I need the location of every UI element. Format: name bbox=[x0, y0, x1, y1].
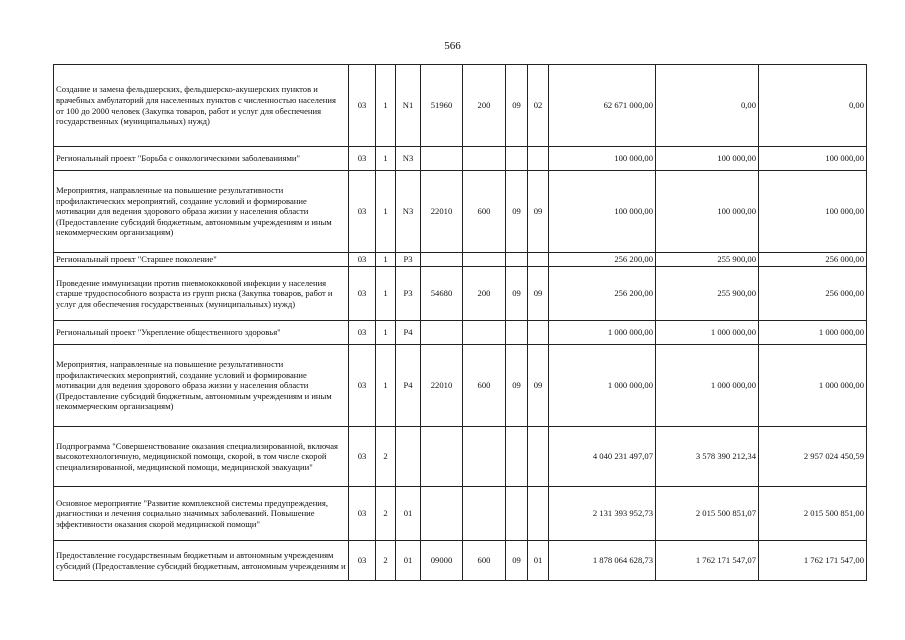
code-expense-type bbox=[463, 147, 506, 171]
code-subprogram: 1 bbox=[376, 321, 396, 345]
row-description: Региональный проект "Старшее поколение" bbox=[54, 253, 349, 267]
code-expense-type bbox=[463, 427, 506, 487]
row-description: Создание и замена фельдшерских, фельдшерско-акушерских пунктов и врачебных амбулаторий для населенных пунктов с численностью населения от 100 до 2000 человек (Закупка товаров, работ и услуг для обеспечения государственных (муниципальных) нужд) bbox=[54, 65, 349, 147]
amount-year-3: 0,00 bbox=[759, 65, 867, 147]
amount-year-3: 1 762 171 547,00 bbox=[759, 541, 867, 581]
amount-year-2: 100 000,00 bbox=[656, 171, 759, 253]
code-expense-type: 200 bbox=[463, 267, 506, 321]
code-direction: P4 bbox=[396, 345, 421, 427]
code-direction bbox=[396, 427, 421, 487]
table-row bbox=[54, 147, 867, 171]
amount-year-2: 255 900,00 bbox=[656, 267, 759, 321]
table-row bbox=[54, 427, 867, 487]
amount-year-2: 1 000 000,00 bbox=[656, 321, 759, 345]
code-section bbox=[506, 487, 528, 541]
row-description: Мероприятия, направленные на повышение результативности профилактических мероприятий, создание условий и формирование мотивации для ведения здорового образа жизни у населения области (Предоставление субсидий бюджетным, автономным учреждениям и иным некоммерческим организациям) bbox=[54, 171, 349, 253]
amount-year-2: 0,00 bbox=[656, 65, 759, 147]
code-subprogram: 1 bbox=[376, 267, 396, 321]
code-subsection: 01 bbox=[528, 541, 549, 581]
row-description: Основное мероприятие "Развитие комплексной системы предупреждения, диагностики и лечения социально значимых заболеваний. Повышение эффективности оказания скорой медицинской помощи" bbox=[54, 487, 349, 541]
code-subprogram: 1 bbox=[376, 65, 396, 147]
code-direction: 01 bbox=[396, 487, 421, 541]
amount-year-2: 2 015 500 851,07 bbox=[656, 487, 759, 541]
code-expense-item: 22010 bbox=[421, 171, 463, 253]
table-row bbox=[54, 321, 867, 345]
code-subsection bbox=[528, 321, 549, 345]
code-expense-type bbox=[463, 253, 506, 267]
code-expense-type: 600 bbox=[463, 345, 506, 427]
code-expense-item: 51960 bbox=[421, 65, 463, 147]
code-expense-item bbox=[421, 427, 463, 487]
code-expense-type: 600 bbox=[463, 541, 506, 581]
code-expense-item: 54680 bbox=[421, 267, 463, 321]
code-subsection: 09 bbox=[528, 345, 549, 427]
table-body bbox=[54, 65, 867, 581]
code-expense-item bbox=[421, 147, 463, 171]
code-subprogram: 1 bbox=[376, 253, 396, 267]
amount-year-1: 256 200,00 bbox=[549, 253, 656, 267]
code-program: 03 bbox=[349, 321, 376, 345]
code-subprogram: 1 bbox=[376, 345, 396, 427]
code-subsection bbox=[528, 487, 549, 541]
table-row bbox=[54, 345, 867, 427]
amount-year-1: 256 200,00 bbox=[549, 267, 656, 321]
code-expense-item: 22010 bbox=[421, 345, 463, 427]
code-expense-item bbox=[421, 321, 463, 345]
row-description: Предоставление государственным бюджетным и автономным учреждениям субсидий (Предоставление субсидий бюджетным, автономным учреждениям и bbox=[54, 541, 349, 581]
code-subsection: 09 bbox=[528, 267, 549, 321]
code-program: 03 bbox=[349, 487, 376, 541]
code-expense-type bbox=[463, 487, 506, 541]
table-row bbox=[54, 267, 867, 321]
code-section: 09 bbox=[506, 267, 528, 321]
code-subsection bbox=[528, 253, 549, 267]
code-section: 09 bbox=[506, 541, 528, 581]
amount-year-2: 1 762 171 547,07 bbox=[656, 541, 759, 581]
table-row bbox=[54, 171, 867, 253]
code-direction: N1 bbox=[396, 65, 421, 147]
amount-year-1: 1 000 000,00 bbox=[549, 321, 656, 345]
code-expense-item bbox=[421, 253, 463, 267]
code-section bbox=[506, 253, 528, 267]
code-expense-type bbox=[463, 321, 506, 345]
amount-year-3: 2 015 500 851,00 bbox=[759, 487, 867, 541]
code-subprogram: 2 bbox=[376, 487, 396, 541]
code-direction: N3 bbox=[396, 147, 421, 171]
code-subsection: 09 bbox=[528, 171, 549, 253]
budget-table bbox=[53, 64, 867, 581]
row-description: Проведение иммунизации против пневмококковой инфекции у населения старше трудоспособного возраста из групп риска (Закупка товаров, работ и услуг для обеспечения государственных (муниципальных) нужд) bbox=[54, 267, 349, 321]
amount-year-3: 256 000,00 bbox=[759, 267, 867, 321]
amount-year-3: 1 000 000,00 bbox=[759, 345, 867, 427]
code-section bbox=[506, 427, 528, 487]
code-expense-item: 09000 bbox=[421, 541, 463, 581]
code-program: 03 bbox=[349, 65, 376, 147]
code-section bbox=[506, 321, 528, 345]
amount-year-3: 256 000,00 bbox=[759, 253, 867, 267]
amount-year-2: 1 000 000,00 bbox=[656, 345, 759, 427]
amount-year-1: 2 131 393 952,73 bbox=[549, 487, 656, 541]
code-section: 09 bbox=[506, 171, 528, 253]
amount-year-2: 100 000,00 bbox=[656, 147, 759, 171]
code-program: 03 bbox=[349, 267, 376, 321]
code-section: 09 bbox=[506, 345, 528, 427]
code-section: 09 bbox=[506, 65, 528, 147]
code-expense-type: 200 bbox=[463, 65, 506, 147]
table-row bbox=[54, 541, 867, 581]
code-section bbox=[506, 147, 528, 171]
code-subsection: 02 bbox=[528, 65, 549, 147]
code-expense-item bbox=[421, 487, 463, 541]
amount-year-2: 255 900,00 bbox=[656, 253, 759, 267]
code-subprogram: 2 bbox=[376, 427, 396, 487]
code-program: 03 bbox=[349, 345, 376, 427]
amount-year-3: 2 957 024 450,59 bbox=[759, 427, 867, 487]
code-direction: 01 bbox=[396, 541, 421, 581]
code-subprogram: 2 bbox=[376, 541, 396, 581]
code-subsection bbox=[528, 147, 549, 171]
code-expense-type: 600 bbox=[463, 171, 506, 253]
code-direction: N3 bbox=[396, 171, 421, 253]
code-program: 03 bbox=[349, 541, 376, 581]
code-direction: P4 bbox=[396, 321, 421, 345]
code-direction: P3 bbox=[396, 267, 421, 321]
code-program: 03 bbox=[349, 427, 376, 487]
table-row bbox=[54, 65, 867, 147]
amount-year-3: 100 000,00 bbox=[759, 147, 867, 171]
amount-year-2: 3 578 390 212,34 bbox=[656, 427, 759, 487]
amount-year-1: 100 000,00 bbox=[549, 147, 656, 171]
amount-year-1: 4 040 231 497,07 bbox=[549, 427, 656, 487]
amount-year-1: 1 000 000,00 bbox=[549, 345, 656, 427]
row-description: Региональный проект "Укрепление общественного здоровья" bbox=[54, 321, 349, 345]
row-description: Подпрограмма "Совершенствование оказания специализированной, включая высокотехнологичную, медицинской помощи, скорой, в том числе скорой специализированной, медицинской помощи, медицинской эвакуации" bbox=[54, 427, 349, 487]
code-program: 03 bbox=[349, 171, 376, 253]
amount-year-1: 62 671 000,00 bbox=[549, 65, 656, 147]
amount-year-3: 100 000,00 bbox=[759, 171, 867, 253]
amount-year-3: 1 000 000,00 bbox=[759, 321, 867, 345]
code-program: 03 bbox=[349, 147, 376, 171]
row-description: Мероприятия, направленные на повышение результативности профилактических мероприятий, создание условий и формирование мотивации для ведения здорового образа жизни у населения области (Предоставление субсидий бюджетным, автономным учреждениям и иным некоммерческим организациям) bbox=[54, 345, 349, 427]
code-subprogram: 1 bbox=[376, 171, 396, 253]
page-number: 566 bbox=[444, 40, 461, 52]
amount-year-1: 1 878 064 628,73 bbox=[549, 541, 656, 581]
code-program: 03 bbox=[349, 253, 376, 267]
code-direction: P3 bbox=[396, 253, 421, 267]
row-description: Региональный проект "Борьба с онкологическими заболеваниями" bbox=[54, 147, 349, 171]
table-row bbox=[54, 253, 867, 267]
code-subsection bbox=[528, 427, 549, 487]
table-row bbox=[54, 487, 867, 541]
code-subprogram: 1 bbox=[376, 147, 396, 171]
amount-year-1: 100 000,00 bbox=[549, 171, 656, 253]
